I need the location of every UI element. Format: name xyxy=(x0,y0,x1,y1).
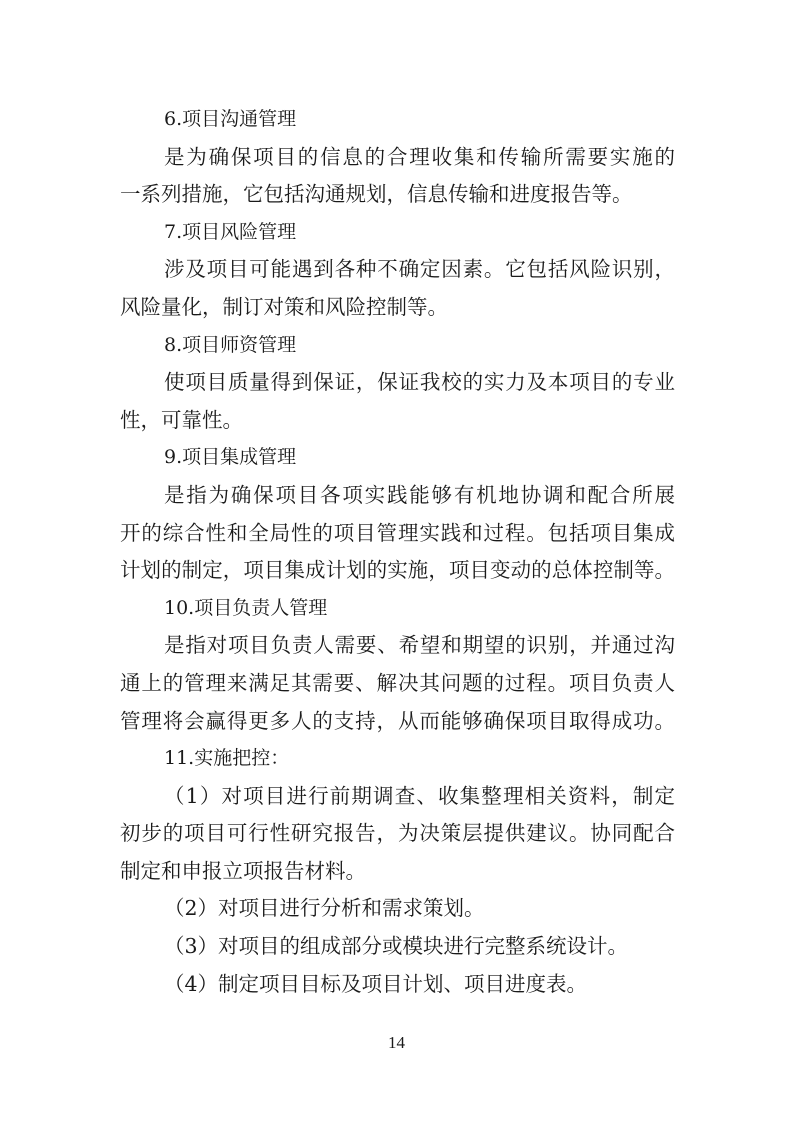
section-8-line-2: 性，可靠性。 xyxy=(120,407,243,432)
section-7-line-1: 涉及项目可能遇到各种不确定因素。它包括风险识别， xyxy=(164,257,675,282)
section-heading-6: 6.项目沟通管理 xyxy=(164,108,297,130)
section-heading-7: 7.项目风险管理 xyxy=(164,220,297,243)
section-7-line-2: 风险量化，制订对策和风险控制等。 xyxy=(120,294,448,319)
section-11-item-1-line-3: 制定和申报立项报告材料。 xyxy=(120,858,366,883)
section-heading-11: 11.实施把控： xyxy=(164,747,290,770)
section-11-item-1-line-1: （1）对项目进行前期调查、收集整理相关资料，制定 xyxy=(164,783,675,808)
page-body xyxy=(120,101,675,1003)
section-10-line-2: 通上的管理来满足其需要、解决其问题的过程。项目负责人 xyxy=(120,670,675,695)
section-11-item-1-line-2: 初步的项目可行性研究报告，为决策层提供建议。协同配合 xyxy=(120,821,675,846)
section-10-line-3: 管理将会赢得更多人的支持，从而能够确保项目取得成功。 xyxy=(120,708,675,733)
section-11-item-3: （3）对项目的组成部分或模块进行完整系统设计。 xyxy=(164,934,629,959)
section-9-line-1: 是指为确保项目各项实践能够有机地协调和配合所展 xyxy=(164,482,675,507)
section-6-line-2: 一系列措施，它包括沟通规划，信息传输和进度报告等。 xyxy=(120,182,633,207)
section-11-item-2: （2）对项目进行分析和需求策划。 xyxy=(164,896,485,921)
section-9-line-2: 开的综合性和全局性的项目管理实践和过程。包括项目集成 xyxy=(120,520,675,545)
section-8-line-1: 使项目质量得到保证，保证我校的实力及本项目的专业 xyxy=(164,370,675,395)
section-11-item-4: （4）制定项目目标及项目计划、项目进度表。 xyxy=(164,971,588,996)
section-6-line-1: 是为确保项目的信息的合理收集和传输所需要实施的 xyxy=(164,144,675,169)
section-10-line-1: 是指对项目负责人需要、希望和期望的识别，并通过沟 xyxy=(164,633,675,658)
section-heading-8: 8.项目师资管理 xyxy=(164,333,297,356)
section-heading-10: 10.项目负责人管理 xyxy=(164,596,328,619)
section-9-line-3: 计划的制定，项目集成计划的实施，项目变动的总体控制等。 xyxy=(120,558,675,583)
section-heading-9: 9.项目集成管理 xyxy=(164,446,297,469)
page-number: 14 xyxy=(388,1033,405,1052)
